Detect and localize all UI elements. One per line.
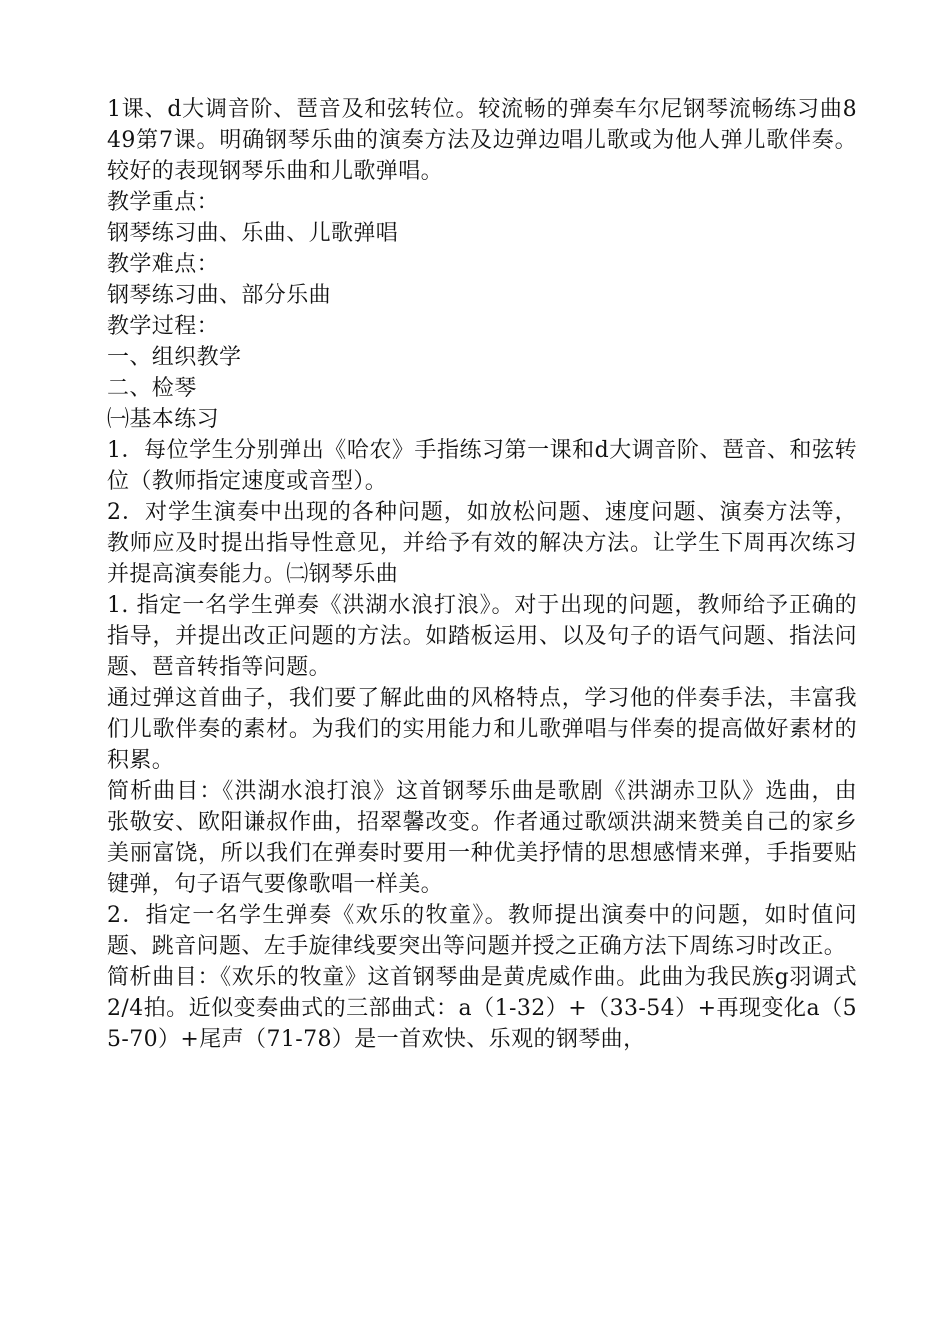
heading-difficulties: 教学难点： bbox=[107, 252, 220, 277]
paragraph-piece-1-purpose: 通过弹这首曲子，我们要了解此曲的风格特点，学习他的伴奏手法，丰富我们儿歌伴奏的素材。为我们的实用能力和儿歌弹唱与伴奏的提高做好素材的积累。 bbox=[107, 686, 857, 773]
section-organize: 一、组织教学 bbox=[107, 345, 242, 370]
paragraph-item-1: 1．每位学生分别弹出《哈农》手指练习第一课和d大调音阶、琶音、和弦转位（教师指定速度或音型）。 bbox=[107, 438, 857, 494]
paragraph-difficulties: 钢琴练习曲、部分乐曲 bbox=[107, 283, 332, 308]
document-body bbox=[107, 94, 857, 1055]
paragraph-key-points: 钢琴练习曲、乐曲、儿歌弹唱 bbox=[107, 221, 399, 246]
heading-key-points: 教学重点： bbox=[107, 190, 220, 215]
heading-process: 教学过程： bbox=[107, 314, 220, 339]
paragraph-piece-2-analysis: 简析曲目：《欢乐的牧童》这首钢琴曲是黄虎威作曲。此曲为我民族g羽调式2/4拍。近似变奏曲式的三部曲式：a（1-32）+（33-54）+再现变化a（55-70）+尾声（71-78）是一首欢快、乐观的钢琴曲， bbox=[107, 965, 857, 1052]
paragraph-piece-1-analysis: 简析曲目：《洪湖水浪打浪》这首钢琴乐曲是歌剧《洪湖赤卫队》选曲，由张敬安、欧阳谦叔作曲，招翠馨改变。作者通过歌颂洪湖来赞美自己的家乡美丽富饶，所以我们在弹奏时要用一种优美抒情的思想感情来弹，手指要贴键弹，句子语气要像歌唱一样美。 bbox=[107, 779, 857, 897]
paragraph-item-2: 2．对学生演奏中出现的各种问题，如放松问题、速度问题、演奏方法等，教师应及时提出指导性意见，并给予有效的解决方法。让学生下周再次练习并提高演奏能力。㈡钢琴乐曲 bbox=[107, 500, 857, 587]
paragraph-piece-2: 2．指定一名学生弹奏《欢乐的牧童》。教师提出演奏中的问题，如时值问题、跳音问题、左手旋律线要突出等问题并授之正确方法下周练习时改正。 bbox=[107, 903, 857, 959]
paragraph-intro: 1课、d大调音阶、琶音及和弦转位。较流畅的弹奏车尔尼钢琴流畅练习曲849第7课。明确钢琴乐曲的演奏方法及边弹边唱儿歌或为他人弹儿歌伴奏。较好的表现钢琴乐曲和儿歌弹唱。 bbox=[107, 97, 857, 184]
paragraph-piece-1: 1. 指定一名学生弹奏《洪湖水浪打浪》。对于出现的问题，教师给予正确的指导，并提出改正问题的方法。如踏板运用、以及句子的语气问题、指法问题、琶音转指等问题。 bbox=[107, 593, 857, 680]
section-check: 二、检琴 bbox=[107, 376, 197, 401]
subsection-basic-practice: ㈠基本练习 bbox=[107, 407, 220, 432]
